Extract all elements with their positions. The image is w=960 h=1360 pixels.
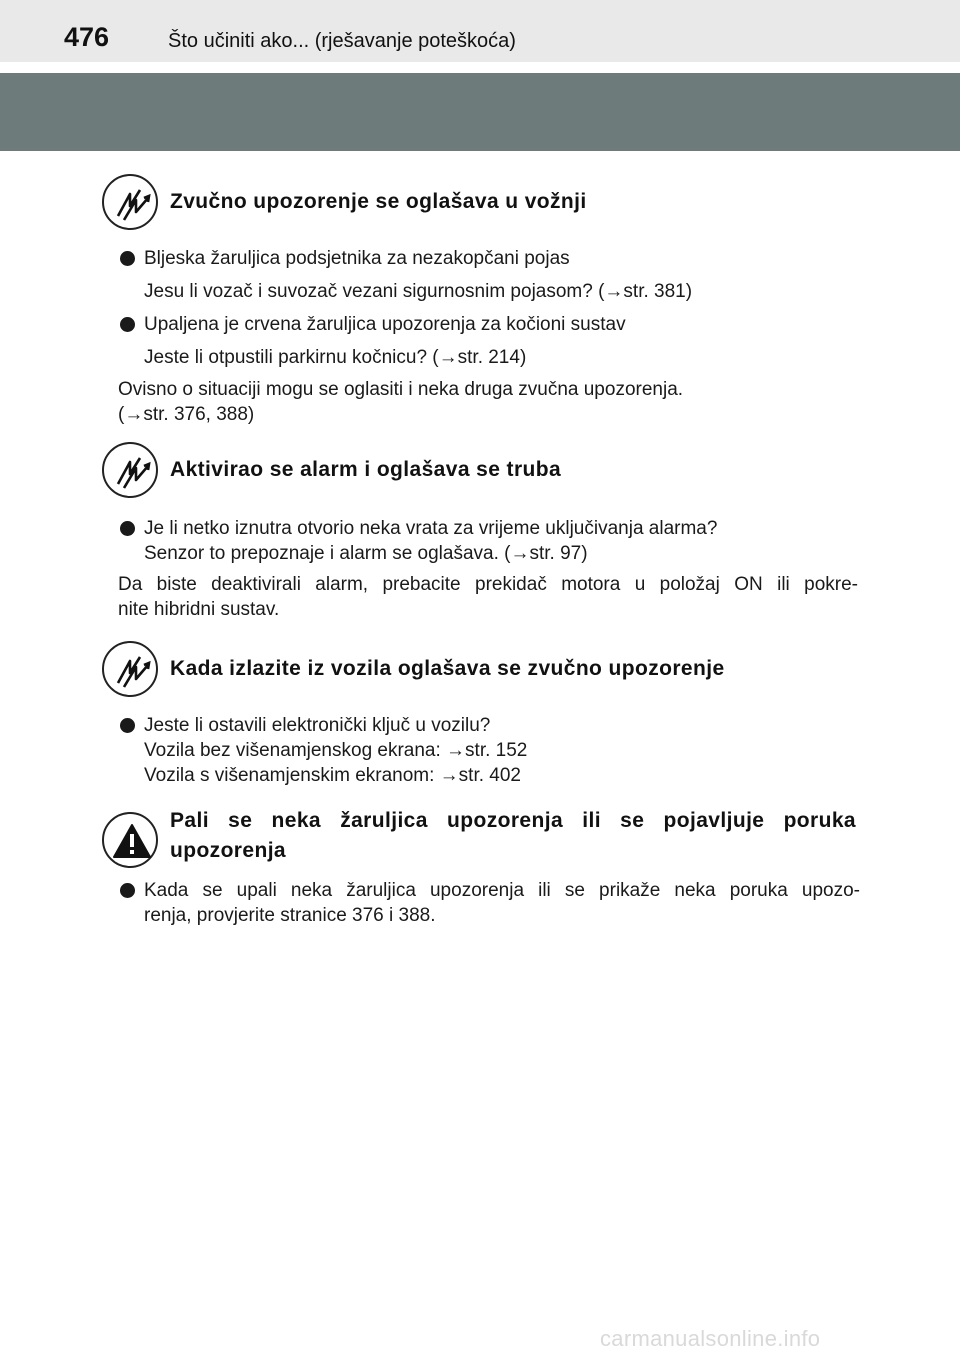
header-title: Što učiniti ako... (rješavanje poteškoća) <box>168 30 516 52</box>
section-title-line: upozorenja <box>170 839 287 862</box>
page-number: 476 <box>64 22 110 52</box>
section-title-line: Pali se neka žaruljica upozorenja ili se pojavljuje poruka <box>170 809 856 832</box>
list-item-line: Jeste li ostavili elektronički ključ u vozilu? <box>144 715 491 736</box>
list-item-text: Upaljena je crvena žaruljica upozorenja za kočioni sustav <box>144 314 626 335</box>
paragraph-line: (→str. 376, 388) <box>118 404 255 425</box>
list-item-line: Je li netko iznutra otvorio neka vrata za vrijeme uključivanja alarma? <box>144 518 718 539</box>
list-item-line: Senzor to prepoznaje i alarm se oglašava. (→str. 97) <box>144 543 588 564</box>
paragraph-line: nite hibridni sustav. <box>118 599 280 620</box>
list-item-line: renja, provjerite stranice 376 i 388. <box>144 905 436 926</box>
sound-warning-icon <box>102 442 158 498</box>
bullet-icon <box>120 317 135 332</box>
sound-warning-icon <box>102 641 158 697</box>
warning-triangle-icon <box>102 812 158 868</box>
bullet-icon <box>120 521 135 536</box>
sound-warning-icon <box>102 174 158 230</box>
paragraph-line: Ovisno o situaciji mogu se oglasiti i neka druga zvučna upozorenja. <box>118 379 684 400</box>
paragraph-line: Da biste deaktivirali alarm, prebacite prekidač motora u položaj ON ili pokre- <box>118 574 858 595</box>
list-item-line: Vozila bez višenamjenskog ekrana: →str. 152 <box>144 740 528 761</box>
paragraph <box>118 572 858 622</box>
list-item-line: Vozila s višenamjenskim ekranom: →str. 402 <box>144 765 521 786</box>
bullet-icon <box>120 883 135 898</box>
bullet-icon <box>120 718 135 733</box>
watermark: carmanualsonline.info <box>600 1326 821 1351</box>
list-item-text <box>144 713 860 788</box>
section-title: Zvučno upozorenje se oglašava u vožnji <box>170 190 587 213</box>
list-item-detail: Jesu li vozač i suvozač vezani sigurnosnim pojasom? (→str. 381) <box>144 281 693 302</box>
list-item-text: Bljeska žaruljica podsjetnika za nezakopčani pojas <box>144 248 570 269</box>
list-item-text <box>144 516 860 566</box>
section-title: Kada izlazite iz vozila oglašava se zvučno upozorenje <box>170 657 725 680</box>
paragraph <box>118 377 858 427</box>
list-item-detail: Jeste li otpustili parkirnu kočnicu? (→str. 214) <box>144 347 527 368</box>
header-divider <box>0 62 960 66</box>
bullet-icon <box>120 251 135 266</box>
section-title: Aktivirao se alarm i oglašava se truba <box>170 458 562 481</box>
section-band <box>0 73 960 151</box>
list-item-line: Kada se upali neka žaruljica upozorenja ili se prikaže neka poruka upozo- <box>144 880 860 901</box>
list-item-text <box>144 878 860 928</box>
section-title <box>170 806 856 866</box>
